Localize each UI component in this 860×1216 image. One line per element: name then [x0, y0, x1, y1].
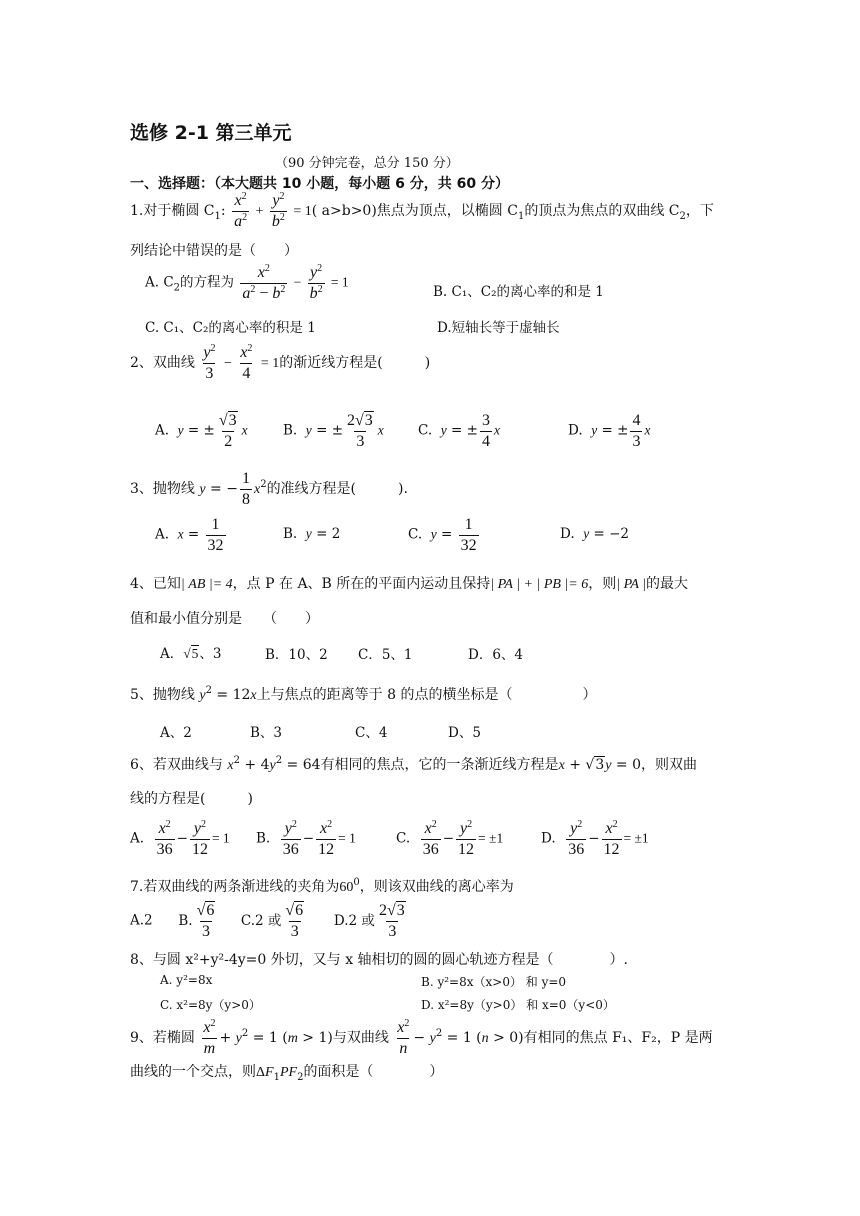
question-8-option-b: B. y²=8x（x>0） 和 y=0 [421, 975, 567, 989]
question-3-option-d: D. y = −2 [560, 526, 630, 542]
question-1-option-c: C. C₁、C₂的离心率的积是 1 [145, 320, 316, 336]
question-3-option-c: C. y = $\frac{1}{32}$ [408, 516, 477, 554]
question-8-option-d: D. x²=8y（y>0） 和 x=0（y<0） [421, 998, 615, 1012]
question-2: 2、双曲线 $\frac{y^2}{3}$ − $\frac{x^2}{4}$ = 1的渐近线方程是( ) [130, 343, 431, 382]
question-4-option-b: B．10、2 [265, 647, 328, 663]
section-heading: 一、选择题：（本大题共 10 小题，每小题 6 分，共 60 分） [130, 176, 509, 192]
question-1-option-d: D.短轴长等于虚轴长 [437, 320, 560, 336]
question-5-option-c: C、4 [355, 725, 388, 741]
question-8-option-a: A. y²=8x [160, 973, 213, 987]
question-1-line-2: 列结论中错误的是（ ） [130, 243, 298, 259]
question-2-option-d: D. y = ± $\frac{4}{3}$ x [568, 412, 651, 450]
question-1-option-b: B. C₁、C₂的离心率的和是 1 [433, 284, 604, 300]
question-7-option-b: B. $\frac{√6}{3}$ [178, 902, 215, 940]
question-6-option-c: C. $\frac{x^2}{36}$ − $\frac{y^2}{12}$ = ±1 [396, 819, 504, 858]
question-6-option-b: B. $\frac{y^2}{36}$ − $\frac{x^2}{12}$ = 1 [256, 819, 356, 858]
question-4-option-c: C．5、1 [358, 647, 413, 663]
question-9-line-2: 曲线的一个交点，则$\Delta F_1PF_2$的面积是（ ） [130, 1064, 444, 1083]
question-6-line-2: 线的方程是( ) [130, 791, 253, 807]
question-4-line-1: 4、已知| AB |= 4，点 P 在 A、B 所在的平面内运动且保持| PA | + | PB |= 6，则| PA |的最大 [130, 576, 688, 592]
question-2-option-a: A. y = ± $\frac{√3}{2}$ x [155, 412, 248, 450]
question-3-option-a: A. x = $\frac{1}{32}$ [155, 516, 224, 554]
exam-note: （90 分钟完卷，总分 150 分） [275, 156, 459, 171]
question-4-option-a: A．√5、3 [160, 646, 222, 662]
question-1-option-a: A. $C_2$的方程为 $\frac{x^2}{a^2 - b^2}$ − $\frac{y^2}{b^2}$ = 1 [145, 263, 349, 302]
question-7: 7.若双曲线的两条渐进线的夹角为$60^0$，则该双曲线的离心率为 [130, 877, 514, 895]
question-8-option-c: C. x²=8y（y>0） [160, 998, 261, 1012]
question-4-line-2: 值和最小值分别是 （ ） [130, 611, 319, 627]
question-7-options [130, 902, 410, 940]
question-5-option-a: A、2 [160, 725, 192, 741]
question-5: 5、抛物线 $y^2 = 12x$上与焦点的距离等于 8 的点的横坐标是（ ） [130, 685, 597, 703]
question-5-option-b: B、3 [250, 725, 283, 741]
question-2-option-c: C. y = ± $\frac{3}{4}$ x [418, 412, 500, 450]
question-6-option-d: D. $\frac{y^2}{36}$ − $\frac{x^2}{12}$ = ±1 [541, 819, 649, 858]
question-6-option-a: A. $\frac{x^2}{36}$ − $\frac{y^2}{12}$ = 1 [130, 819, 230, 858]
question-7-option-a: A.2 [130, 912, 153, 929]
question-7-option-c: C.2 或 $\frac{√6}{3}$ [240, 902, 304, 940]
question-3: 3、抛物线 y = − $\frac{1}{8}$ $x^2$的准线方程是( ). [130, 470, 408, 508]
question-2-option-b: B. y = ± $\frac{2√3}{3}$ x [283, 412, 384, 450]
question-3-option-b: B. y = 2 [283, 526, 341, 542]
page-title: 选修 2-1 第三单元 [130, 122, 292, 144]
question-8: 8、与圆 x²+y²-4y=0 外切，又与 x 轴相切的圆的圆心轨迹方程是（ ）. [130, 952, 628, 968]
question-4-option-d: D．6、4 [468, 647, 524, 663]
question-7-option-d: D.2 或 $\frac{2√3}{3}$ [333, 902, 405, 940]
question-1-line-1: 1.对于椭圆 $C_1$: $\frac{x^2}{a^2}$ + $\frac{y^2}{b^2}$ = 1( a>b>0)焦点为顶点，以椭圆 $C_1$的顶点为焦点的双曲线 $C_2$，下 [130, 191, 714, 230]
question-9-line-1: 9、若椭圆 $\frac{x^2}{m}$ + $y^2 = 1$ (m > 1)与双曲线 $\frac{x^2}{n}$ − $y^2 = 1$ (n > 0)有相同的焦点 F₁、F₂，P 是两 [130, 1018, 713, 1057]
question-6-line-1: 6、若双曲线与 $x^2 + 4y^2 = 64$有相同的焦点，它的一条渐近线方程是x + √3y = 0，则双曲 [130, 755, 698, 773]
question-5-option-d: D、5 [448, 725, 481, 741]
